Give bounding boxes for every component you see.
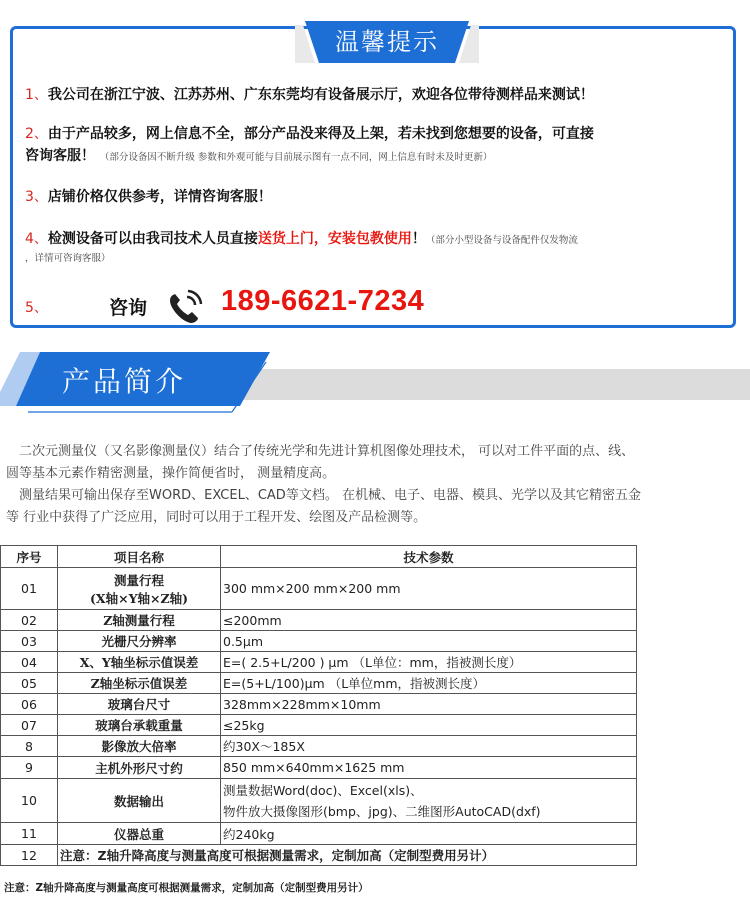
notice-item-number: 3、 <box>25 189 48 205</box>
table-cell-name: 光栅尺分辨率 <box>58 631 221 652</box>
notice-title: 温馨提示 <box>335 28 439 56</box>
consult-line <box>25 285 725 325</box>
table-cell-name: 影像放大倍率 <box>58 736 221 757</box>
table-cell-value: 0.5μm <box>221 631 637 652</box>
footnote: 注意：Z轴升降高度与测量高度可根据测量需求，定制加高（定制型费用另计） <box>4 882 369 894</box>
intro-text-line: 圆等基本元素作精密测量，操作简便省时， 测量精度高。 <box>6 466 336 481</box>
table-note-cell: 注意：Z轴升降高度与测量高度可根据测量需求，定制加高（定制型费用另计） <box>58 845 637 866</box>
table-cell-no: 9 <box>1 757 58 779</box>
notice-item-number: 1、 <box>25 87 48 103</box>
table-cell-value: E=( 2.5+L/200 ) μm （L单位：mm，指被测长度） <box>221 652 637 673</box>
table-cell-name: 主机外形尺寸约 <box>58 757 221 779</box>
notice-item-small-note: （部分设备因不断升级 参数和外观可能与目前展示图有一点不同，网上信息有时未及时更新） <box>99 152 493 163</box>
intro-header <box>0 352 750 422</box>
table-cell-name-line: (X轴×Y轴×Z轴) <box>89 590 189 606</box>
table-cell-no: 12 <box>1 845 58 866</box>
table-cell-no: 11 <box>1 823 58 845</box>
table-cell-value: ≤200mm <box>221 610 637 631</box>
table-cell-name: 玻璃台承载重量 <box>58 715 221 736</box>
table-cell-value-line: 测量数据Word(doc)、Excel(xls)、 <box>223 782 423 798</box>
table-cell-no: 05 <box>1 673 58 694</box>
intro-text-line: 二次元测量仪（又名影像测量仪）结合了传统光学和先进计算机图像处理技术， 可以对工件平面的点、线、 <box>6 444 635 459</box>
table-cell-no: 10 <box>1 779 58 823</box>
table-cell-value: 300 mm×200 mm×200 mm <box>221 568 637 610</box>
notice-item-text: 店铺价格仅供参考，详情咨询客服！ <box>47 189 272 205</box>
table-row <box>1 610 637 631</box>
notice-item-small-note: （部分小型设备与设备配件仅发物流 <box>425 235 578 246</box>
table-cell-no: 01 <box>1 568 58 610</box>
intro-title: 产品简介 <box>62 365 187 398</box>
table-row <box>1 673 637 694</box>
table-header-cell: 序号 <box>1 546 58 568</box>
notice-item-2 <box>25 123 594 169</box>
intro-text-line: 等 行业中获得了广泛应用，同时可以用于工程开发、绘图及产品检测等。 <box>6 510 427 525</box>
table-cell-value: ≤25kg <box>221 715 637 736</box>
table-row <box>1 631 637 652</box>
table-cell-name: 仪器总重 <box>58 823 221 845</box>
table-row <box>1 823 637 845</box>
table-row <box>1 736 637 757</box>
table-cell-value: 约30X～185X <box>221 736 637 757</box>
notice-item-small-note: ，详情可咨询客服） <box>25 253 111 264</box>
table-cell-value: 328mm×228mm×10mm <box>221 694 637 715</box>
table-cell-value: 850 mm×640mm×1625 mm <box>221 757 637 779</box>
notice-item-4 <box>25 228 578 276</box>
consult-label: 咨询 <box>109 297 148 319</box>
table-row <box>1 568 637 610</box>
notice-item-text: 我公司在浙江宁波、江苏苏州、广东东莞均有设备展示厅，欢迎各位带待测样品来测试！ <box>47 87 594 103</box>
table-cell-name: Z轴测量行程 <box>58 610 221 631</box>
notice-banner <box>295 21 479 63</box>
table-cell-no: 02 <box>1 610 58 631</box>
table-header-cell: 项目名称 <box>58 546 221 568</box>
spec-table <box>0 545 637 866</box>
table-cell-value: 约240kg <box>221 823 637 845</box>
notice-item-1 <box>25 84 594 106</box>
notice-item-text: 检测设备可以由我司技术人员直接 <box>47 231 258 247</box>
table-cell-name: 数据输出 <box>58 779 221 823</box>
notice-item-text: 咨询客服！ <box>25 148 95 164</box>
notice-item-3 <box>25 186 272 208</box>
phone-icon <box>165 287 209 327</box>
table-cell-no: 06 <box>1 694 58 715</box>
notice-box <box>10 26 736 328</box>
intro-text-line: 测量结果可输出保存至WORD、EXCEL、CAD等文档。 在机械、电子、电器、模具、光学以及其它精密五金 <box>6 488 641 503</box>
notice-item-number: 4、 <box>25 231 48 247</box>
table-header-row <box>1 546 637 568</box>
table-cell-name: 玻璃台尺寸 <box>58 694 221 715</box>
table-cell-name-line: 测量行程 <box>113 572 164 588</box>
table-cell-name: Z轴坐标示值误差 <box>58 673 221 694</box>
table-cell-name <box>58 568 221 610</box>
consult-number: 5、 <box>25 300 48 316</box>
notice-item-text: 由于产品较多，网上信息不全，部分产品没来得及上架，若未找到您想要的设备，可直接 <box>47 126 594 142</box>
table-row <box>1 694 637 715</box>
notice-item-highlight: 送货上门，安装包教使用 <box>257 231 412 247</box>
table-cell-value: E=(5+L/100)μm （L单位mm，指被测长度） <box>221 673 637 694</box>
table-row <box>1 779 637 823</box>
table-cell-no: 8 <box>1 736 58 757</box>
table-cell-no: 03 <box>1 631 58 652</box>
table-note-row <box>1 845 637 866</box>
table-row <box>1 715 637 736</box>
phone-number[interactable]: 189-6621-7234 <box>221 285 425 317</box>
table-header-cell: 技术参数 <box>221 546 637 568</box>
intro-paragraph-1 <box>6 441 744 485</box>
table-cell-no: 07 <box>1 715 58 736</box>
table-cell-value-line: 物件放大摄像图形(bmp、jpg)、二维图形AutoCAD(dxf) <box>223 803 541 819</box>
table-row <box>1 652 637 673</box>
notice-item-number: 2、 <box>25 126 48 142</box>
table-row <box>1 757 637 779</box>
intro-paragraph-2 <box>6 485 744 529</box>
table-cell-no: 04 <box>1 652 58 673</box>
table-cell-value <box>221 779 637 823</box>
table-cell-name: X、Y轴坐标示值误差 <box>58 652 221 673</box>
notice-item-text: ！ <box>411 231 426 247</box>
